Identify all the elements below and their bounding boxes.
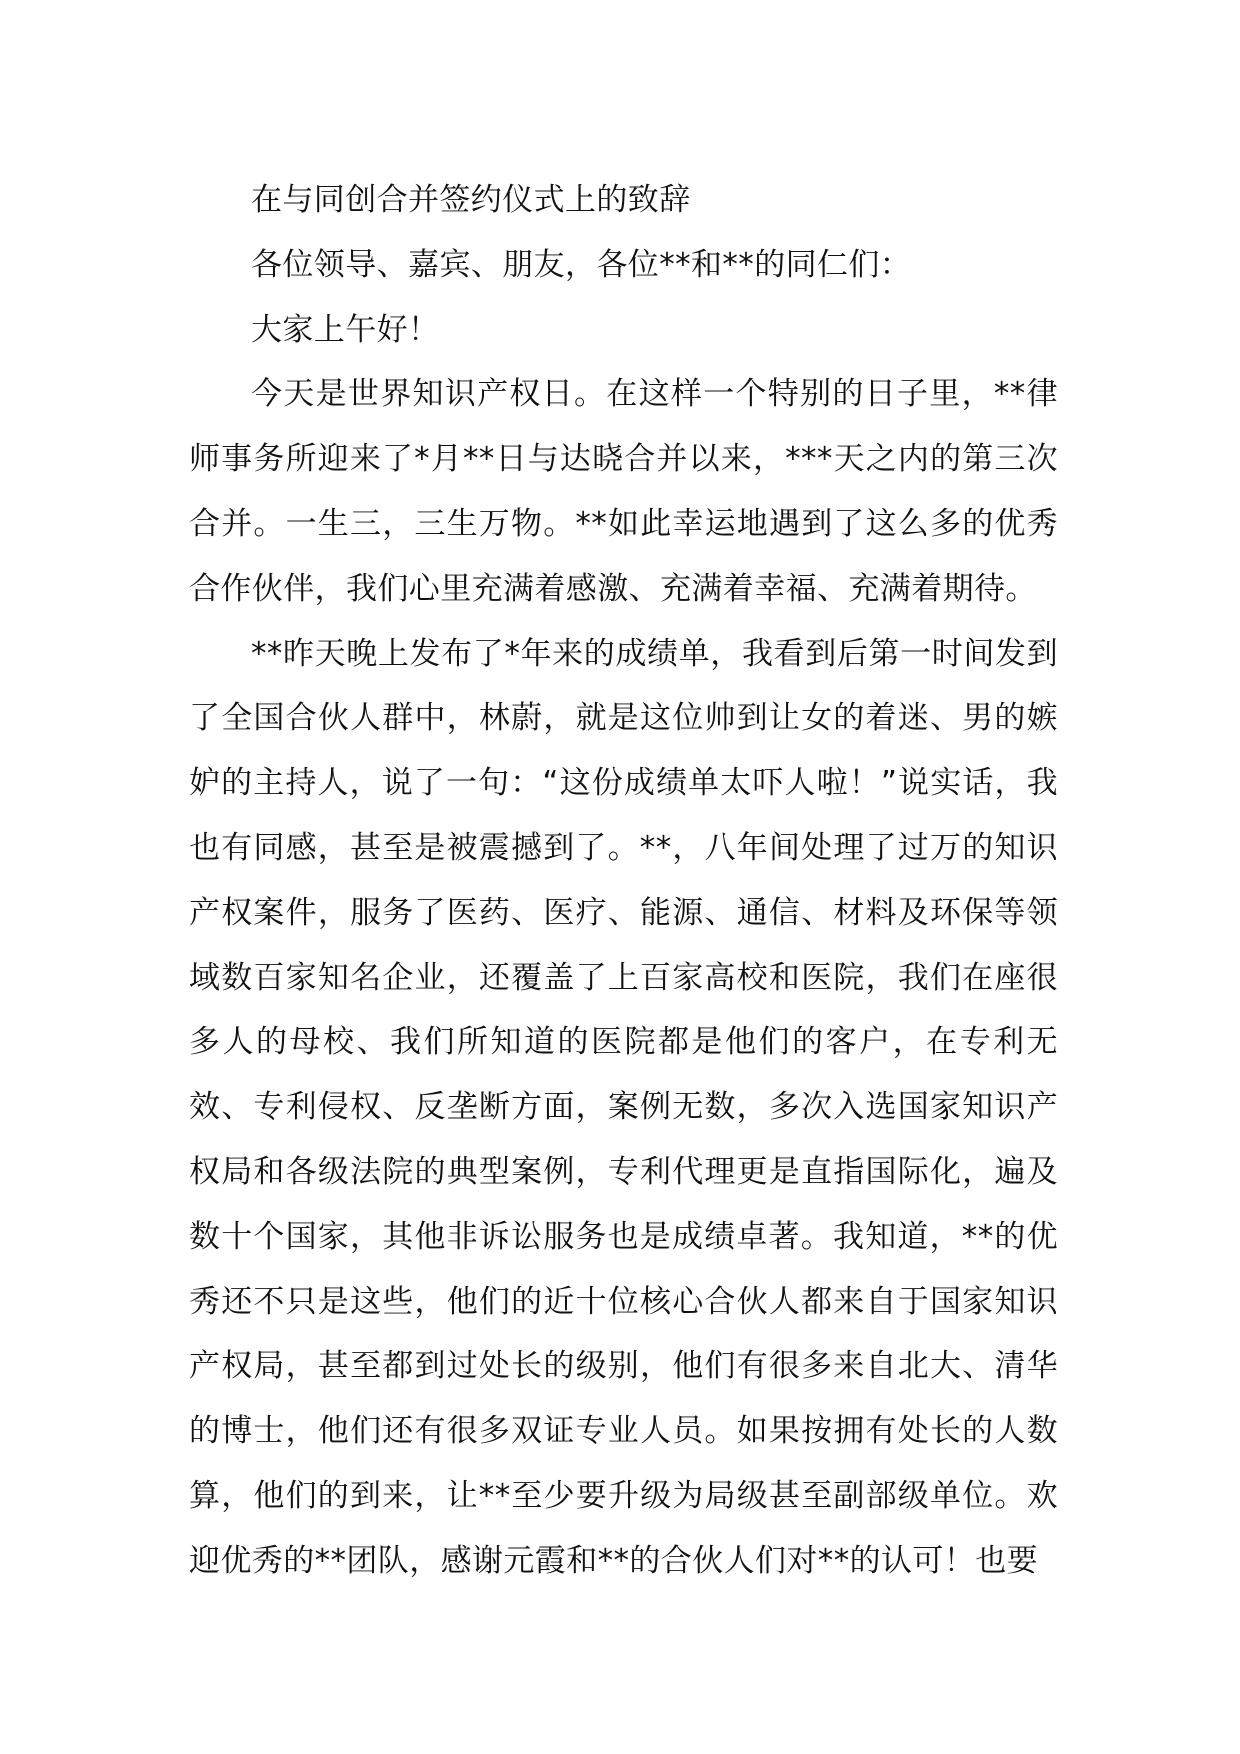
body-paragraph-2: **昨天晚上发布了*年来的成绩单，我看到后第一时间发到了全国合伙人群中，林蔚，就是这位帅到让女的着迷、男的嫉妒的主持人，说了一句：“这份成绩单太吓人啦！”说实话，我也有同感，甚至是被震撼到了。**，八年间处理了过万的知识产权案件，服务了医药、医疗、能源、通信、材料及环保等领域数百家知名企业，还覆盖了上百家高校和医院，我们在座很多人的母校、我们所知道的医院都是他们的客户，在专利无效、专利侵权、反垄断方面，案例无数，多次入选国家知识产权局和各级法院的典型案例，专利代理更是直指国际化，遍及数十个国家，其他非诉讼服务也是成绩卓著。我知道，**的优秀还不只是这些，他们的近十位核心合伙人都来自于国家知识产权局，甚至都到过处长的级别，他们有很多来自北大、清华的博士，他们还有很多双证专业人员。如果按拥有处长的人数算，他们的到来，让**至少要升级为局级甚至副部级单位。欢迎优秀的**团队，感谢元霞和**的合伙人们对**的认可！也要 [189,635,1058,1579]
body-paragraph-1: 今天是世界知识产权日。在这样一个特别的日子里，**律师事务所迎来了*月**日与达晓合并以来，***天之内的第三次合并。一生三，三生万物。**如此幸运地遇到了这么多的优秀合作伙伴，我们心里充满着感激、充满着幸福、充满着期待。 [189,376,1058,607]
greeting: 大家上午好！ [251,311,440,348]
document-page [189,168,1058,1594]
document-title: 在与同创合并签约仪式上的致辞 [251,182,691,218]
salutation: 各位领导、嘉宾、朋友，各位**和**的同仁们： [251,246,912,283]
